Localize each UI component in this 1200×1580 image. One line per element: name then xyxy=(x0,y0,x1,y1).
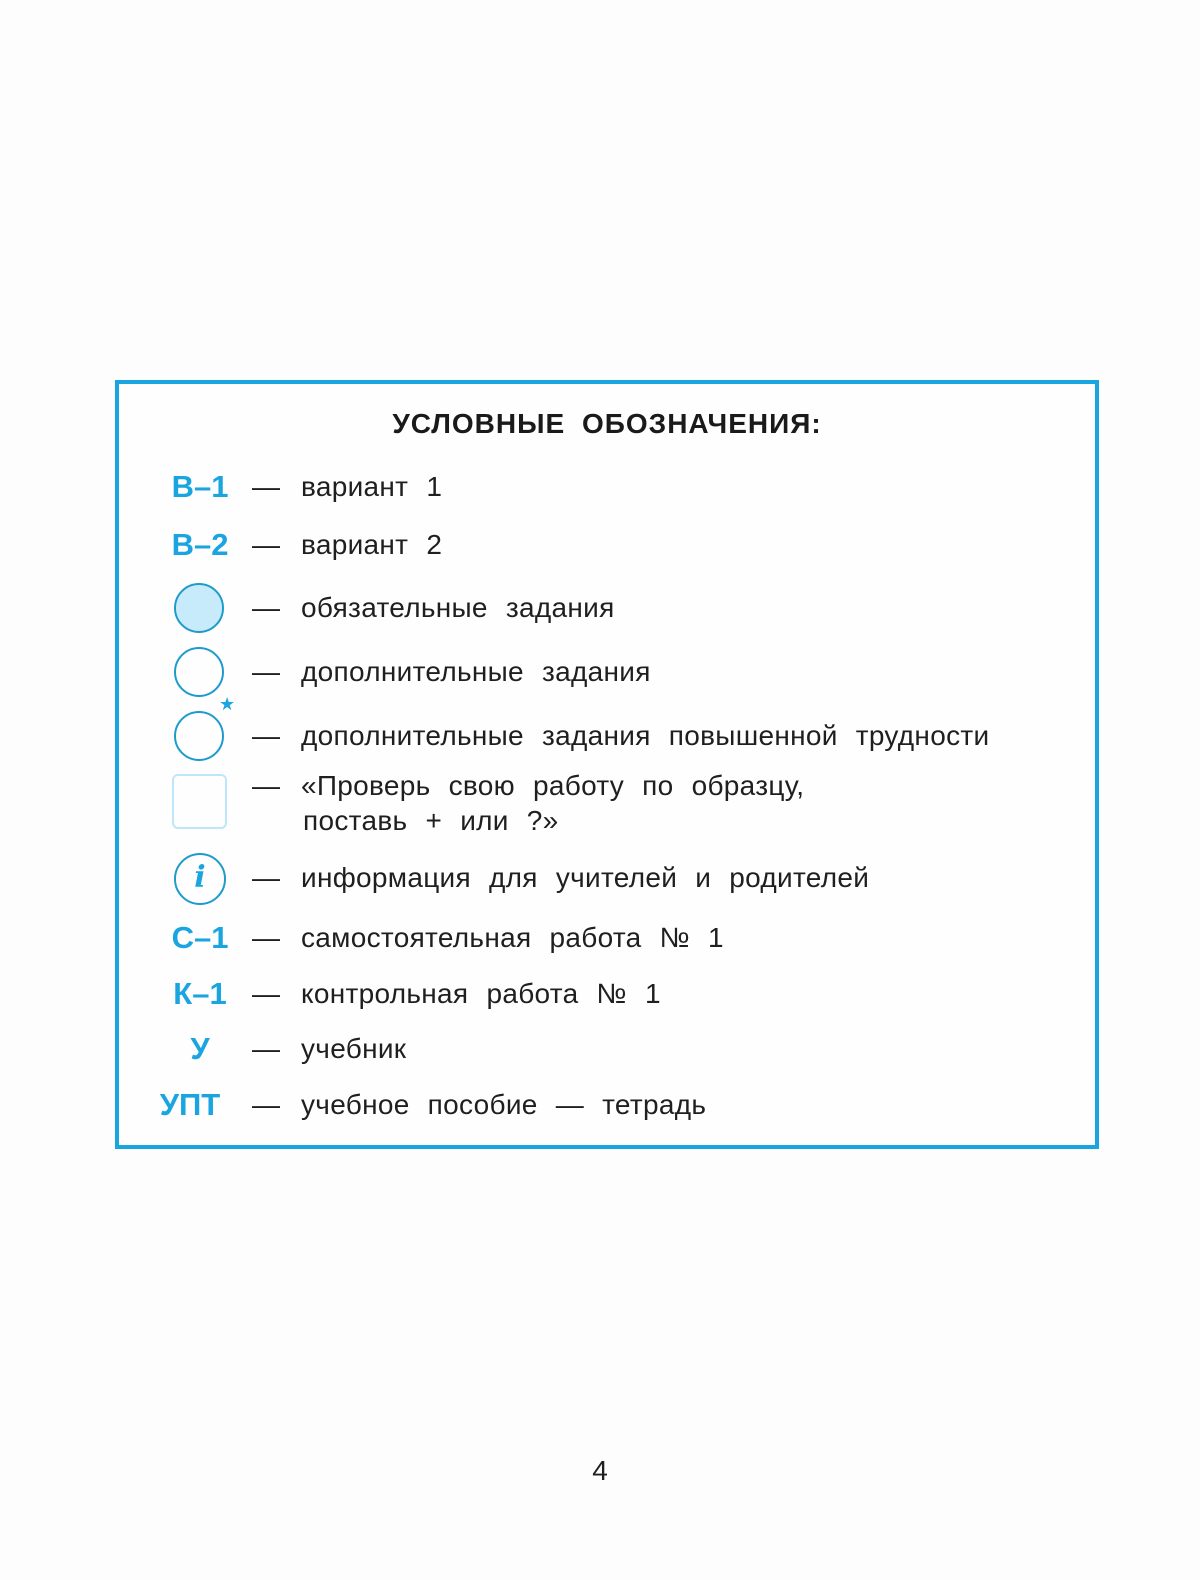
dash: — xyxy=(252,471,280,502)
page-number: 4 xyxy=(592,1455,608,1486)
legend-title: УСЛОВНЫЕ ОБОЗНАЧЕНИЯ: xyxy=(392,408,822,439)
dash: — xyxy=(252,1033,280,1064)
legend-row-variant-1 xyxy=(119,462,1095,512)
description: вариант 1 xyxy=(301,471,443,502)
description-line-2: поставь + или ?» xyxy=(303,805,559,836)
square-icon xyxy=(172,774,227,829)
dash: — xyxy=(252,1089,280,1120)
symbol-independent-work: С–1 xyxy=(171,920,229,955)
legend-row-self-check xyxy=(119,768,1095,848)
legend-row-workbook xyxy=(119,1080,1095,1130)
legend-row-info xyxy=(119,853,1095,903)
dash: — xyxy=(252,720,280,751)
description: дополнительные задания повышенной трудности xyxy=(301,720,990,751)
description-line-1: «Проверь свою работу по образцу, xyxy=(301,770,805,801)
description: самостоятельная работа № 1 xyxy=(301,922,724,953)
dash: — xyxy=(252,862,280,893)
legend-row-textbook xyxy=(119,1024,1095,1074)
symbol-test: К–1 xyxy=(173,976,227,1011)
legend-row-additional-tasks xyxy=(119,647,1095,697)
legend-row-hard-tasks xyxy=(119,694,1095,761)
description: вариант 2 xyxy=(301,529,443,560)
dash: — xyxy=(252,529,280,560)
legend-row-required-tasks xyxy=(119,583,1095,633)
description: информация для учителей и родителей xyxy=(301,862,870,893)
star-icon: ★ xyxy=(219,694,236,714)
dash: — xyxy=(252,592,280,623)
legend-row-independent-work xyxy=(119,913,1095,963)
info-icon: i xyxy=(174,853,226,905)
filled-circle-icon xyxy=(174,583,224,633)
description: обязательные задания xyxy=(301,592,615,623)
empty-circle-icon xyxy=(174,647,224,697)
dash: — xyxy=(252,770,280,801)
symbol-textbook: У xyxy=(190,1031,210,1066)
dash: — xyxy=(252,656,280,687)
symbol-variant-2: В–2 xyxy=(171,527,229,562)
description: учебник xyxy=(301,1033,407,1064)
legend-box xyxy=(115,380,1099,1149)
dash: — xyxy=(252,978,280,1009)
legend-row-test xyxy=(119,969,1095,1019)
symbol-workbook: УПТ xyxy=(159,1087,221,1122)
description: учебное пособие — тетрадь xyxy=(301,1089,707,1120)
symbol-variant-1: В–1 xyxy=(171,469,229,504)
legend-row-variant-2 xyxy=(119,520,1095,570)
circle-star-icon xyxy=(174,711,224,761)
description: контрольная работа № 1 xyxy=(301,978,661,1009)
dash: — xyxy=(252,922,280,953)
description: дополнительные задания xyxy=(301,656,651,687)
